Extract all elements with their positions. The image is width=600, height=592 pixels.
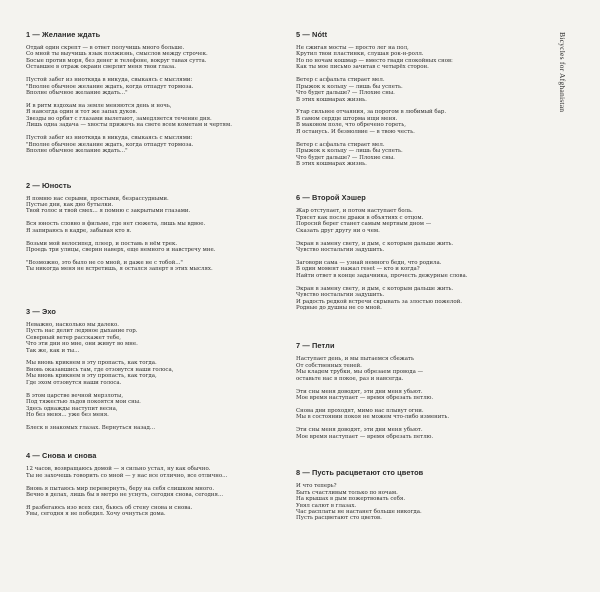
lyric-line: В этих кошмарах жизнь.	[296, 96, 367, 103]
stanza	[26, 221, 276, 234]
song	[296, 30, 536, 167]
lyric-line: Я останусь. И безмолвие — в твою честь.	[296, 128, 415, 135]
lyric-line: И что теперь?	[296, 483, 337, 490]
lyric-line: Вновь я пытаюсь мир перевернуть, беру на себя слишком много.	[26, 485, 215, 492]
stanza	[26, 45, 276, 71]
lyric-line: На крышах в дым пожертвовать себя.	[296, 496, 406, 503]
song-lyrics	[26, 466, 276, 518]
lyric-line: 12 часов, возвращаюсь домой — я сильно устал, ну как обычно.	[26, 466, 211, 473]
lyric-line: Ты никогда меня не встретишь, я остался заперт в этих мыслях.	[26, 266, 213, 273]
song	[26, 30, 276, 155]
stanza	[26, 77, 276, 96]
lyric-line: Утар сильнее отчаяния, за порогом в любимый бар.	[296, 109, 447, 116]
song	[26, 307, 276, 432]
stanza	[26, 393, 276, 419]
lyric-line: Что будет дальше? — Плохие сны.	[296, 90, 395, 97]
stanza	[296, 286, 536, 312]
song-lyrics	[296, 356, 536, 440]
stanza	[296, 77, 536, 103]
stanza	[26, 103, 276, 129]
lyric-line: Под тяжестью льдов покоятся мои сны.	[26, 399, 141, 406]
lyric-line: Я разбегаюсь изо всех сил, бьюсь об стену снова и снова.	[26, 504, 193, 511]
lyric-line: Что будет дальше? — Плохие сны.	[296, 154, 395, 161]
song	[26, 181, 276, 273]
lyric-line: Экран в замену свету, и дым, с которым дальше жить.	[296, 240, 454, 247]
lyric-line: Пустые дни, как дно бутылки.	[26, 201, 114, 208]
lyric-line: Экран в замену свету, и дым, с которым дальше жить.	[296, 285, 454, 292]
lyric-line: Наступает день, и мы пытаемся сбежать	[296, 356, 414, 363]
song-title: 6 — Второй Хэшер	[296, 193, 366, 203]
stanza	[296, 356, 536, 382]
lyric-line: Но без меня... уже без меня.	[26, 411, 109, 418]
lyric-line: Блеск в знакомых глазах. Вернуться назад...	[26, 424, 156, 431]
lyric-line: Мое время наступает — время обрезать петлю.	[296, 395, 434, 402]
song	[296, 193, 536, 311]
lyric-line: Твой голос и твой смех... я помню с закрытыми глазами.	[26, 208, 191, 215]
lyric-line: Босые против моря, без денег и телефонe, вокруг тавая сутта.	[26, 57, 207, 64]
song-title: 3 — Эхо	[26, 306, 57, 316]
spine-title: Bicycles for Afghanistan	[558, 32, 567, 113]
lyric-line: Увы, сегодня я не победил. Хочу очнуться дома.	[26, 511, 166, 518]
song	[26, 451, 276, 518]
lyric-line: Прыжок к кольцу — лишь бы успеть.	[296, 83, 403, 90]
lyric-line: Прыжок к кольцу — лишь бы успеть.	[296, 148, 403, 155]
stanza	[296, 45, 536, 71]
stanza	[296, 208, 536, 234]
lyric-line: Ты не захочешь говорить со мной — у нас все отлично, все отлично...	[26, 472, 228, 479]
lyric-line: Проедь три улицы, свернн наверх, еще немного и навстречу мне.	[26, 247, 216, 254]
stanza	[296, 142, 536, 168]
lyric-line: Найти ответ в конце задачника, прочесть дежурные слова.	[296, 272, 468, 279]
lyric-line: Трясет как после драки в объятиях с отцом.	[296, 214, 424, 221]
lyric-line: Ветер с асфальта стирает мел.	[296, 77, 385, 84]
stanza	[296, 389, 536, 402]
lyric-line: Здесь однажды наступит весна,	[26, 405, 118, 412]
lyric-line: В маковом поле, что обречено гореть,	[296, 122, 406, 129]
stanza	[26, 505, 276, 518]
lyric-line: В этих кошмарах жизнь.	[296, 160, 367, 167]
lyric-line: Как ты мое письмо зачитав с четырёх сторон.	[296, 64, 429, 71]
lyric-line: Возьми мой велосипед, плеер, и поставь в нём трек.	[26, 240, 178, 247]
lyric-line: Пустой забег из ниотквда в никуда, свыкаясь с мыслями:	[26, 77, 193, 84]
lyric-line: Вся юность словно в фильме, где нет сюжета, лишь мы вдвое.	[26, 221, 206, 228]
lyric-line: Пусть расцветают сто цветов.	[296, 515, 382, 522]
lyric-line: Вполне обычное желание ждать..."	[26, 90, 128, 97]
lyric-line: Час расплаты не настанет больше никогда.	[296, 509, 422, 515]
lyric-line: Ветер с асфальта стирает мел.	[296, 141, 385, 148]
stanza	[26, 425, 276, 431]
song	[296, 341, 536, 440]
lyric-line: "Вполне обычное желание ждать, когда отпадут тормоза.	[26, 83, 194, 90]
lyric-line: Со мной ты выучишь язык полжизнь, смыслов между строчек.	[26, 51, 208, 58]
song-title: 5 — Nótt	[296, 30, 328, 39]
stanza	[26, 360, 276, 386]
lyric-line: "Возможно, это было не со мной, и даже не с тобой..."	[26, 259, 183, 266]
song-title: 7 — Петли	[296, 341, 335, 351]
lyric-line: Не сжигая мосты — просто лег на пол,	[296, 45, 409, 51]
stanza	[26, 196, 276, 215]
lyric-line: Пусть нас делит ледяное дыхание гор.	[26, 328, 138, 335]
lyric-line: Пустой забег из ниотквда в никуда, свыкаясь с мыслями:	[26, 135, 193, 142]
lyric-line: Родные до душны не со мной.	[296, 305, 382, 312]
lyric-line: Я помню нас серыми, простыми, безрассудными.	[26, 195, 169, 202]
stanza	[296, 109, 536, 135]
lyric-line: Мы кладем трубки, мы обрезаем провода —	[296, 369, 424, 376]
song-lyrics	[296, 483, 536, 522]
lyric-line: Мое время наступает — время обрезать петлю.	[296, 433, 434, 440]
lyric-line: Заговори сама — узнай немного бедн, что родила.	[296, 259, 442, 266]
lyric-line: Неважно, насколько мы далеко.	[26, 321, 119, 328]
stanza	[296, 483, 536, 522]
song-lyrics	[296, 208, 536, 311]
lyric-line: В один момент нажал reset — кто и когда?	[296, 266, 420, 273]
lyric-line: "Вполне обычное желание ждать, когда отпадут тормоза.	[26, 141, 194, 148]
stanza	[26, 322, 276, 354]
lyric-line: Но по ночам кошмар — вместо гвади спокойных снов:	[296, 57, 453, 64]
stanza	[296, 260, 536, 279]
stanza	[26, 260, 276, 273]
stanza	[296, 241, 536, 254]
left-column	[26, 30, 276, 518]
stanza	[26, 486, 276, 499]
lyric-line: оставьте нас в покое, раз и навсегда.	[296, 375, 404, 382]
song-title: 2 — Юность	[26, 180, 72, 190]
lyric-line: Увял салют в глазах.	[296, 502, 357, 509]
stanza	[296, 427, 536, 440]
lyric-line: Мы вновь крикнем в эту пропасть, как тогда.	[26, 360, 157, 367]
lyric-line: Я запираюсь в кадре, забывая кто я.	[26, 227, 132, 234]
lyric-line: Вновь оказавшись там, где отзовутся наши голоса,	[26, 366, 174, 373]
lyric-line: В этом царстве вечной мерзлоты,	[26, 392, 124, 399]
song-lyrics	[26, 322, 276, 432]
song-lyrics	[26, 45, 276, 155]
song-lyrics	[26, 196, 276, 273]
lyric-line: И в ритм вздохам на земле меняются день и ночь,	[26, 102, 172, 109]
lyric-line: Вполне обычное желание ждать..."	[26, 148, 128, 155]
lyric-line: И радость редкой встречи скрывать за злостью пожелой.	[296, 298, 462, 305]
song-title: 1 — Желание ждать	[26, 30, 101, 39]
lyric-line: В самом сердце шторма ищи меня.	[296, 115, 398, 122]
lyric-line: Что эти дни но мне, они живут во мне.	[26, 341, 138, 348]
lyric-line: Сказать друг другу ни о чем.	[296, 227, 380, 234]
lyric-line: Жар отступает, и потом наступает боль.	[296, 208, 413, 215]
lyric-line: Мы в состоянии покоя не можем что-либо изменить.	[296, 414, 450, 421]
lyric-line: Звезды во орбит с глазами вылетают, замедляется течение дня.	[26, 115, 212, 122]
lyric-line: От собственных теней.	[296, 362, 362, 369]
lyric-line: Эти сны меня доводят, эти дни меня убьют.	[296, 388, 423, 395]
lyric-line: Эти сны меня доводят, эти дни меня убьют.	[296, 427, 423, 434]
lyric-line: Отдай один скрепт — в ответ получишь много больше.	[26, 45, 185, 51]
right-column	[296, 30, 536, 522]
stanza	[26, 135, 276, 154]
stanza	[296, 408, 536, 421]
lyric-line: Мы вновь крикнем в эту пропасть, как тогда,	[26, 373, 157, 380]
song-title: 8 — Пусть расцветают сто цветов	[296, 468, 424, 478]
song	[296, 468, 536, 522]
lyric-line: Оставшее в отраж окраин сверлит меня твои глаза.	[26, 64, 176, 71]
lyric-line: Крутил твои пластинки, слушая рок-н-ролл.	[296, 51, 424, 58]
lyric-line: Лишь одна задача — хвосты прижечь на свете всем кометам и чертям.	[26, 122, 232, 129]
stanza	[26, 241, 276, 254]
lyric-line: Я навсегда один и тот же запах дуков.	[26, 109, 138, 116]
lyric-line: Чувство ностальгии задушить.	[296, 247, 385, 254]
lyric-line: Так же, как и ты...	[26, 347, 80, 354]
lyric-line: Северный ветер расскажет тебе,	[26, 334, 122, 341]
song-title: 4 — Снова и снова	[26, 451, 97, 461]
lyric-line: Быть счастливым только по ночам.	[296, 489, 398, 496]
stanza	[26, 466, 276, 479]
lyric-line: Вечно в делах, лишь бы в метро не уснуть, сегодня снова, сегодня...	[26, 492, 224, 499]
lyric-line: Пороснй берег станет самым мертвым дном —	[296, 221, 432, 228]
lyric-line: Чувство ностальгии задушить.	[296, 292, 385, 299]
song-lyrics	[296, 45, 536, 167]
lyric-line: Снова дни проходят, мимо нас плывут огни.	[296, 407, 424, 414]
lyric-line: Где эхом отзовутся наши голоса.	[26, 379, 122, 386]
